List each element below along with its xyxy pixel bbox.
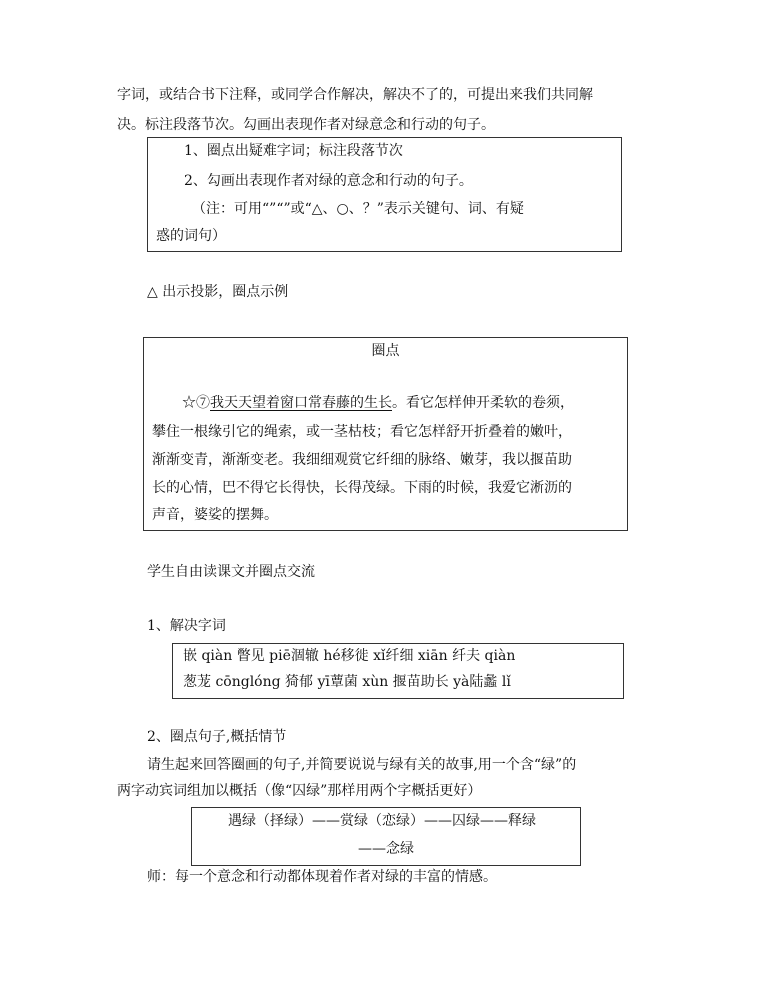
summary-box	[191, 807, 581, 866]
teacher-remark: 师：每一个意念和行动都体现着作者对绿的丰富的情感。	[147, 869, 497, 885]
intro-line-1: 字词，或结合书下注释，或同学合作解决，解决不了的，可提出来我们共同解	[117, 87, 593, 103]
underlined-sentence: 我天天望着窗口常春藤的生长	[210, 395, 392, 411]
example-line-1	[182, 392, 574, 414]
annotation-box-title: 圈点	[371, 343, 400, 359]
annotation-example-box	[143, 337, 628, 531]
task-note-line-2: 惑的词句）	[156, 228, 226, 244]
star-marker: ☆⑦	[182, 395, 210, 411]
task-box	[147, 137, 622, 252]
task-note-line-1: （注：可用“”“”或“△、○、？”表示关键句、词、有疑	[192, 201, 524, 217]
section-2-title: 2、圈点句子,概括情节	[147, 729, 287, 745]
section-2-para-line-2: 两字动宾词组加以概括（像“囚绿”那样用两个字概括更好）	[117, 783, 482, 799]
vocab-row-2: 葱茏 cōnglóng 猗郁 yī蕈菌 xùn 揠苗助长 yà陆蠡 lǐ	[183, 674, 511, 690]
vocab-box	[172, 643, 624, 699]
projection-note: △ 出示投影，圈点示例	[147, 284, 289, 300]
example-line-3: 渐渐变青，渐渐变老。我细细观赏它纤细的脉络、嫩芽，我以揠苗助	[152, 452, 572, 468]
task-item-1: 1、圈点出疑难字词；标注段落节次	[184, 143, 403, 159]
summary-line-2: ——念绿	[358, 841, 414, 857]
intro-line-2: 决。标注段落节次。勾画出表现作者对绿意念和行动的句子。	[117, 117, 495, 133]
section-2-para-line-1: 请生起来回答圈画的句子,并简要说说与绿有关的故事,用一个含“绿”的	[147, 757, 577, 773]
example-line-5: 声音，婆娑的摆舞。	[152, 507, 278, 523]
example-line-2: 攀住一根缘引它的绳索，或一茎枯枝；看它怎样舒开折叠着的嫩叶，	[152, 424, 572, 440]
example-line-4: 长的心情，巴不得它长得快，长得茂绿。下雨的时候，我爱它淅沥的	[152, 480, 572, 496]
example-line-1-rest: 。看它怎样伸开柔软的卷须，	[392, 395, 574, 411]
section-1-title: 1、解决字词	[147, 618, 226, 634]
task-item-2: 2、勾画出表现作者对绿的意念和行动的句子。	[184, 173, 473, 189]
free-read-text: 学生自由读课文并圈点交流	[147, 564, 315, 580]
summary-line-1: 遇绿（择绿）——赏绿（恋绿）——囚绿——释绿	[228, 813, 536, 829]
vocab-row-1: 嵌 qiàn 瞥见 piē涸辙 hé移徙 xǐ纤细 xiān 纤夫 qiàn	[183, 648, 516, 664]
